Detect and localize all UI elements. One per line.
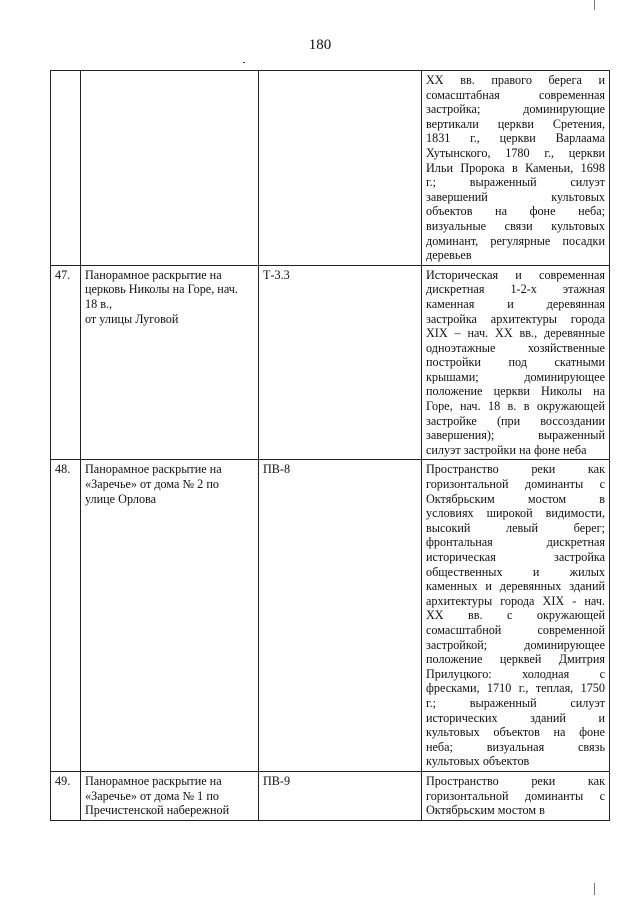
view-name-line: улице Орлова — [85, 491, 157, 506]
description-line: Пространство реки как — [426, 462, 605, 477]
description-line: каменная и деревянная — [426, 296, 605, 311]
margin-mark-bottom — [594, 883, 595, 895]
view-name-line: «Заречье» от дома № 2 по — [85, 477, 219, 492]
description-line: объектов на фоне неба; — [426, 204, 605, 219]
description-line: г.; выраженный силуэт — [426, 695, 605, 710]
description-line: XIX – нач. XX вв., деревянные — [426, 326, 605, 341]
table-row — [51, 265, 610, 460]
view-code: Т-3.3 — [259, 265, 422, 460]
description-line: Прилуцкого: холодная с — [426, 666, 605, 681]
view-name-line: Пречистенской набережной — [85, 803, 230, 818]
description-line: Ильи Пророка в Каменьи, 1698 — [426, 160, 605, 175]
page-number: 180 — [308, 37, 332, 53]
row-number: 48. — [51, 460, 81, 771]
description-line: силуэт застройки на фоне неба — [426, 442, 587, 457]
view-name-line: от улицы Луговой — [85, 311, 179, 326]
description-line: фресками, 1710 г., теплая, 1750 — [426, 681, 605, 696]
description-line: горизонтальной доминанты с — [426, 477, 605, 492]
description-line: неба; визуальная связь — [426, 739, 605, 754]
view-name-line: Панорамное раскрытие на — [85, 267, 222, 282]
view-code: ПВ-8 — [259, 460, 422, 771]
table-row — [51, 771, 610, 820]
margin-mark-top — [594, 0, 595, 10]
description-line: общественных и жилых — [426, 564, 605, 579]
view-name — [81, 265, 259, 460]
view-name — [81, 71, 259, 266]
view-code: ПВ-9 — [259, 771, 422, 820]
description-line: Октябрьским мостом в — [426, 491, 605, 506]
row-number — [51, 71, 81, 266]
table-row — [51, 460, 610, 771]
description-line: застройкой; доминирующее — [426, 637, 605, 652]
view-name-line: церковь Николы на Горе, нач. — [85, 282, 238, 297]
description-line: Горе, нач. 18 в. в окружающей — [426, 399, 605, 414]
table-body — [51, 71, 610, 821]
description-line: положение церквей Дмитрия — [426, 652, 605, 667]
view-description — [422, 460, 610, 771]
description-line: исторических зданий и — [426, 710, 605, 725]
description-line: высокий левый берег; — [426, 520, 605, 535]
view-description — [422, 771, 610, 820]
description-line: крышами; доминирующее — [426, 369, 605, 384]
description-line: 1831 г., церкви Варлаама — [426, 131, 605, 146]
view-description — [422, 265, 610, 460]
description-line: сомасштабная современная — [426, 87, 605, 102]
description-line: г.; выраженный силуэт — [426, 175, 605, 190]
view-name-line: «Заречье» от дома № 1 по — [85, 788, 219, 803]
description-line: одноэтажные хозяйственные — [426, 340, 605, 355]
view-points-table — [50, 70, 610, 821]
description-line: положение церкви Николы на — [426, 384, 605, 399]
description-line: архитектуры города XIX - нач. — [426, 593, 605, 608]
table-row — [51, 71, 610, 266]
description-line: каменных и деревянных зданий — [426, 579, 605, 594]
row-number: 47. — [51, 265, 81, 460]
view-name-line: 18 в., — [85, 296, 113, 311]
description-line: горизонтальной доминанты с — [426, 788, 605, 803]
description-line: Хутынского, 1780 г., церкви — [426, 145, 605, 160]
description-line: завершения); выраженный — [426, 428, 605, 443]
description-line: застройке (при воссоздании — [426, 413, 605, 428]
description-line: застройка; доминирующие — [426, 102, 605, 117]
description-line: завершений культовых — [426, 189, 605, 204]
description-line: условиях широкой видимости, — [426, 506, 605, 521]
view-name — [81, 460, 259, 771]
view-code — [259, 71, 422, 266]
description-line: историческая застройка — [426, 550, 605, 564]
description-line: XX вв. правого берега и — [426, 73, 605, 87]
description-line: Историческая и современная — [426, 267, 605, 282]
description-line: культовых объектов на фоне — [426, 725, 605, 740]
description-line: сомасштабной современной — [426, 622, 605, 637]
stray-mark — [243, 62, 245, 63]
description-line: Пространство реки как — [426, 773, 605, 788]
view-name-line: Панорамное раскрытие на — [85, 773, 222, 788]
description-line: визуальные связи культовых — [426, 218, 605, 233]
description-line: фронтальная дискретная — [426, 535, 605, 550]
description-line: культовых объектов — [426, 754, 530, 769]
view-name-line: Панорамное раскрытие на — [85, 462, 222, 477]
description-line: XX вв. с окружающей — [426, 608, 605, 623]
description-line: деревьев — [426, 248, 472, 263]
view-name — [81, 771, 259, 820]
description-line: постройки под скатными — [426, 355, 605, 370]
view-description — [422, 71, 610, 266]
description-line: доминант, регулярные посадки — [426, 233, 605, 248]
description-line: застройка архитектуры города — [426, 311, 605, 326]
row-number: 49. — [51, 771, 81, 820]
description-line: Октябрьским мостом в — [426, 803, 545, 818]
description-line: вертикали церкви Сретения, — [426, 116, 605, 131]
description-line: дискретная 1-2-х этажная — [426, 282, 605, 297]
